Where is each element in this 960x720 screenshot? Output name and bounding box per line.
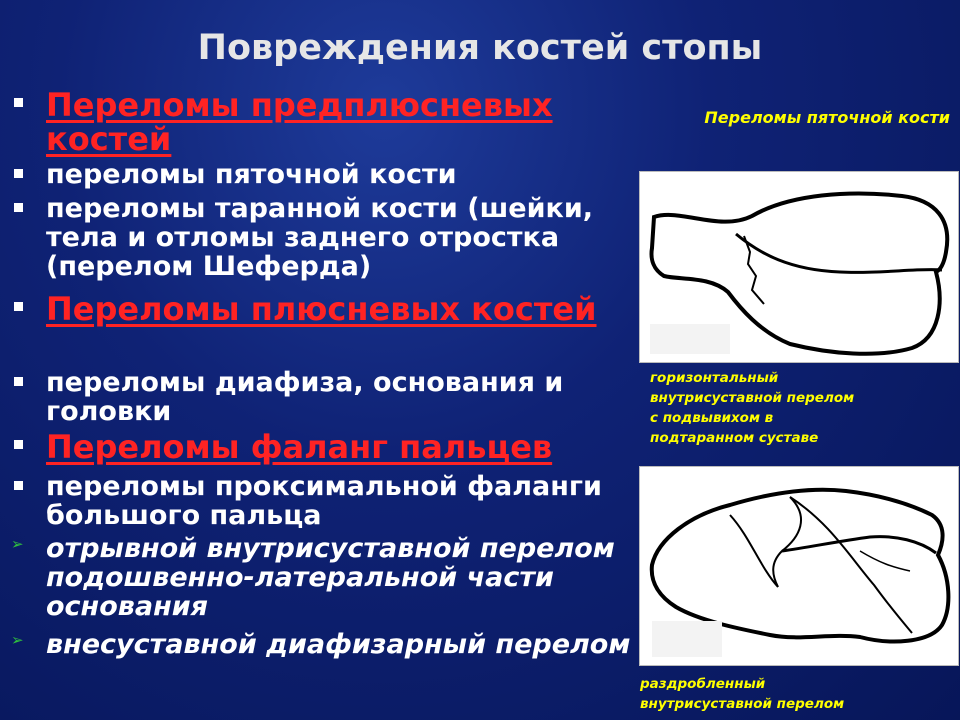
slide-title: Повреждения костей стопы: [197, 28, 763, 68]
bullet-list: [10, 88, 650, 692]
figure-2-caption: [640, 674, 940, 714]
bullet-text: отрывной внутрисуставной перелом подошвенно-латеральной части основания: [46, 533, 615, 622]
bullet-text: переломы проксимальной фаланги большого пальца: [46, 471, 602, 531]
bone-outline-illustration: [640, 172, 958, 362]
bullet-item: [10, 88, 650, 160]
bullet-item: [10, 630, 650, 692]
caption-line: внутрисуставной перелом: [650, 390, 855, 406]
caption-line: подтаранном суставе: [650, 430, 819, 446]
bullet-item: [10, 472, 650, 534]
calcaneus-fracture-drawing-1: [639, 171, 959, 363]
bone-outline-illustration: [640, 467, 958, 665]
bullet-text: переломы таранной кости (шейки, тела и отломы заднего отростка (перелом Шеферда): [46, 193, 594, 282]
bullet-item: [10, 194, 650, 292]
bullet-item: [10, 534, 650, 630]
bullet-text: переломы диафиза, основания и головки: [46, 367, 564, 427]
bullet-text: внесуставной диафизарный перелом: [46, 629, 631, 660]
caption-line: с подвывихом в: [650, 410, 774, 426]
bullet-item: [10, 160, 650, 194]
section-heading: Переломы предплюсневых костей: [46, 86, 553, 158]
bullet-text: переломы пяточной кости: [46, 159, 457, 190]
section-heading: Переломы плюсневых костей: [46, 290, 597, 328]
figure-group-caption: Переломы пяточной кости: [704, 108, 950, 127]
bullet-item: [10, 292, 650, 368]
calcaneus-fracture-drawing-2: [639, 466, 959, 666]
bullet-item: [10, 368, 650, 430]
caption-line: раздробленный: [640, 676, 766, 692]
caption-line: горизонтальный: [650, 370, 779, 386]
caption-line: внутрисуставной перелом: [640, 696, 845, 712]
figure-1-caption: [650, 368, 950, 448]
section-heading: Переломы фаланг пальцев: [46, 428, 553, 466]
bullet-item: [10, 430, 650, 472]
